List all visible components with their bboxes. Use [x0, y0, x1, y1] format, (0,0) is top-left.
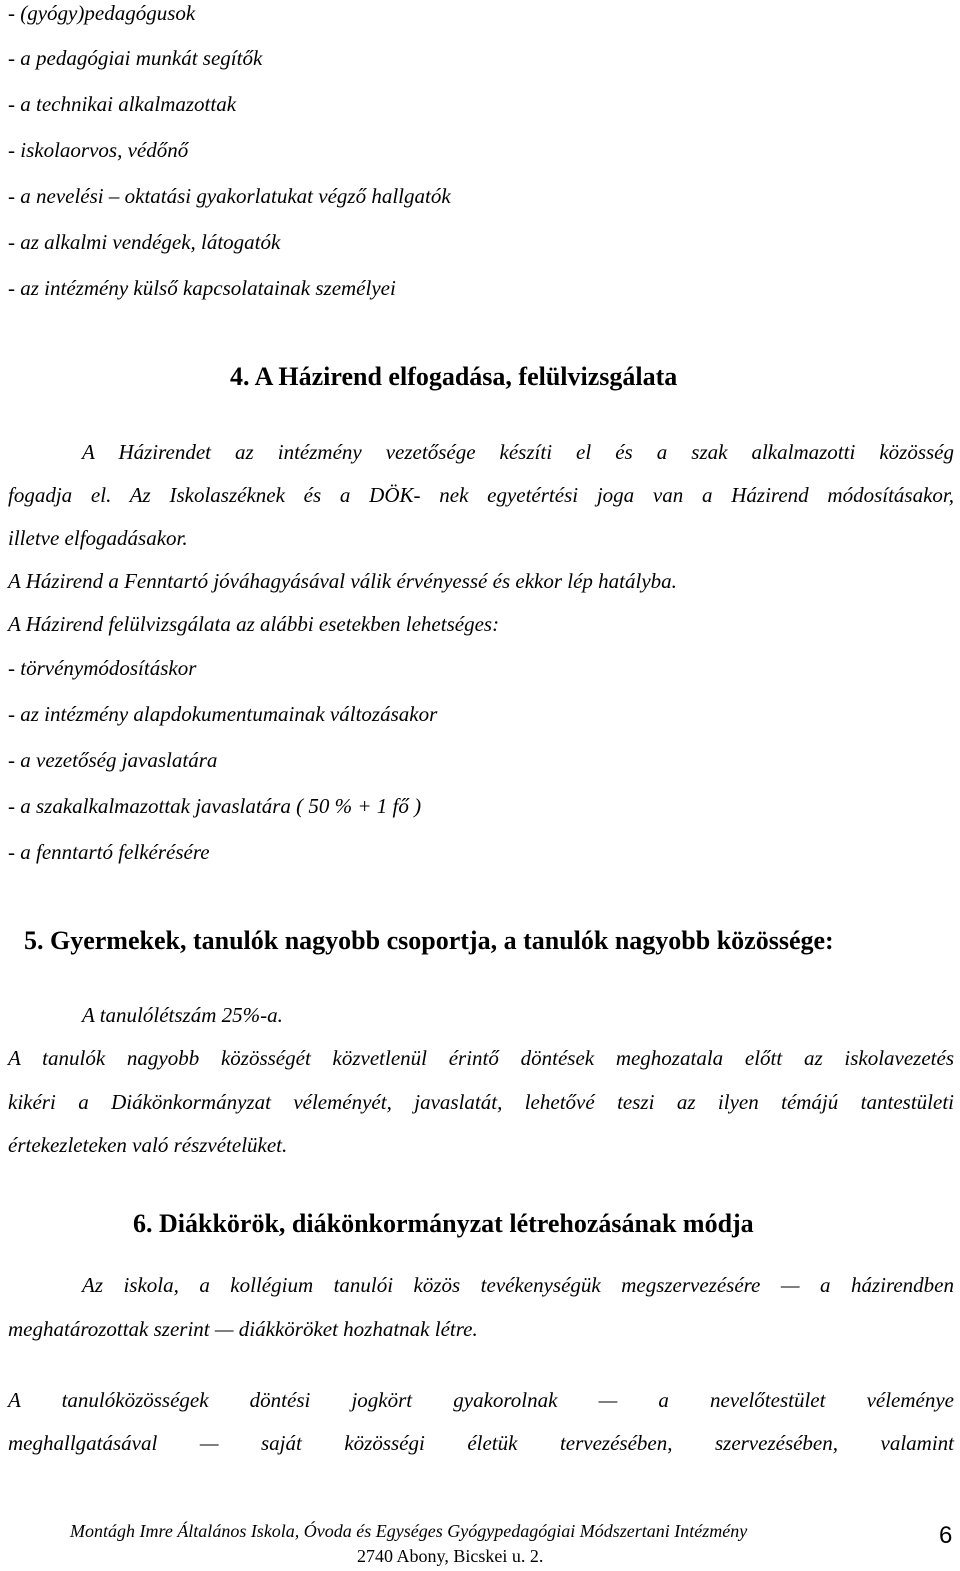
list-item: - a fenntartó felkérésére: [8, 840, 210, 864]
list-item: - a nevelési – oktatási gyakorlatukat végző hallgatók: [8, 184, 451, 208]
section-6-heading: 6. Diákkörök, diákönkormányzat létrehozásának módja: [133, 1209, 754, 1238]
paragraph-line: A tanulóközösségek döntési jogkört gyakorolnak — a nevelőtestület véleménye: [8, 1388, 954, 1412]
section-4-heading: 4. A Házirend elfogadása, felülvizsgálata: [230, 362, 678, 391]
paragraph-line: meghatározottak szerint — diákköröket hozhatnak létre.: [8, 1317, 478, 1341]
paragraph-line: A Házirend a Fenntartó jóváhagyásával válik érvényessé és ekkor lép hatályba.: [8, 569, 677, 593]
paragraph-line: kikéri a Diákönkormányzat véleményét, javaslatát, lehetővé teszi az ilyen témájú tantestületi: [8, 1090, 954, 1114]
footer-address: 2740 Abony, Bicskei u. 2.: [357, 1546, 544, 1566]
footer-institution: Montágh Imre Általános Iskola, Óvoda és Egységes Gyógypedagógiai Módszertani Intézmény: [70, 1521, 748, 1541]
paragraph-line: meghallgatásával — saját közösségi életük tervezésében, szervezésében, valamint: [8, 1431, 954, 1455]
paragraph-line: A tanulók nagyobb közösségét közvetlenül érintő döntések meghozatala előtt az iskolavezetés: [8, 1046, 954, 1070]
list-item: - az intézmény külső kapcsolatainak személyei: [8, 276, 396, 300]
list-item: - az intézmény alapdokumentumainak változásakor: [8, 702, 438, 726]
list-item: - a technikai alkalmazottak: [8, 92, 237, 116]
paragraph-line: A Házirend felülvizsgálata az alábbi esetekben lehetséges:: [8, 612, 500, 636]
section-5-heading: 5. Gyermekek, tanulók nagyobb csoportja, a tanulók nagyobb közössége:: [24, 926, 834, 955]
list-item: - az alkalmi vendégek, látogatók: [8, 230, 281, 254]
list-item: - a vezetőség javaslatára: [8, 748, 218, 772]
list-item: - a szakalkalmazottak javaslatára ( 50 % + 1 fő ): [8, 794, 422, 818]
list-item: - iskolaorvos, védőnő: [8, 138, 189, 162]
paragraph-line: értekezleteken való részvételüket.: [8, 1133, 288, 1157]
list-item: - a pedagógiai munkát segítők: [8, 46, 263, 70]
paragraph-line: A tanulólétszám 25%-a.: [82, 1003, 283, 1027]
paragraph-line: illetve elfogadásakor.: [8, 526, 188, 550]
paragraph-line: Az iskola, a kollégium tanulói közös tevékenységük megszervezésére — a házirendben: [82, 1273, 954, 1297]
page-number: 6: [939, 1522, 953, 1549]
list-item: - (gyógy)pedagógusok: [8, 1, 196, 25]
paragraph-line: A Házirendet az intézmény vezetősége készíti el és a szak alkalmazotti közösség: [82, 440, 954, 464]
paragraph-line: fogadja el. Az Iskolaszéknek és a DÖK- nek egyetértési joga van a Házirend módosításakor,: [8, 483, 954, 507]
list-item: - törvénymódosításkor: [8, 656, 197, 680]
